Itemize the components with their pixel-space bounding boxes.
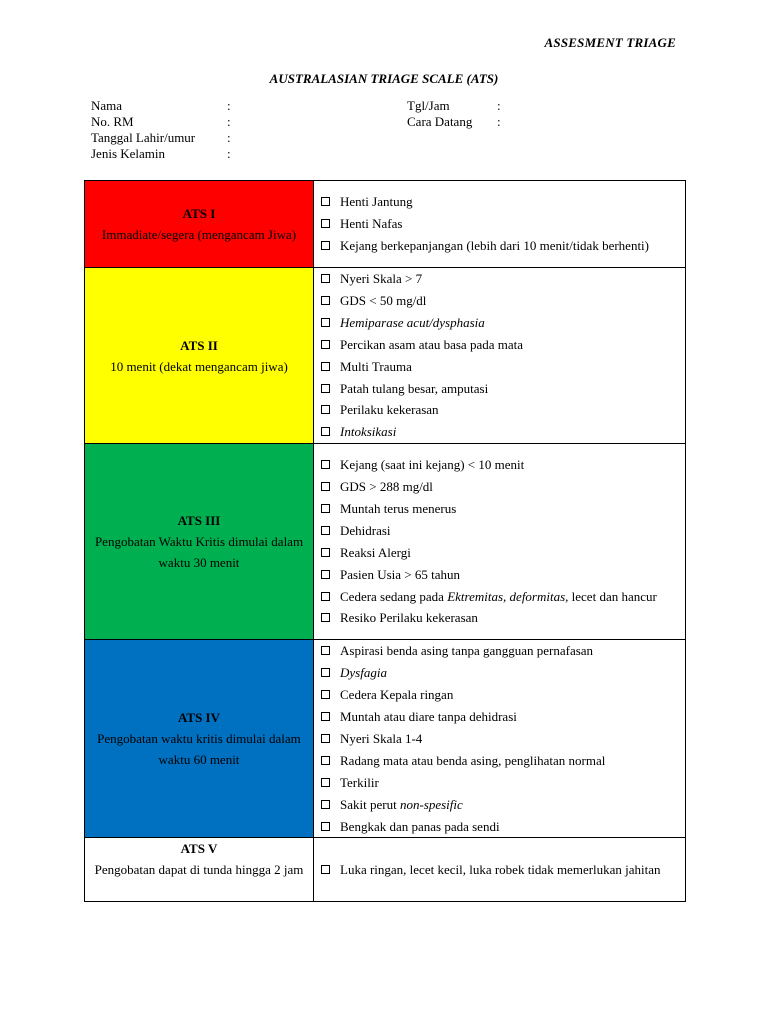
- criteria-text: Aspirasi benda asing tanpa gangguan pernafasan: [340, 643, 594, 659]
- criteria-text: Perilaku kekerasan: [340, 402, 439, 418]
- criteria-text: Dysfagia: [340, 665, 387, 681]
- criteria-text: Reaksi Alergi: [340, 544, 411, 560]
- criteria-text: Multi Trauma: [340, 358, 412, 374]
- criteria-text: Henti Jantung: [340, 194, 413, 210]
- criteria-list: [314, 268, 685, 443]
- ats-level-description: Pengobatan Waktu Kritis dimulai dalam waktu 30 menit: [94, 534, 304, 571]
- ats-criteria-cell: [314, 444, 686, 640]
- field-label: Nama: [91, 98, 123, 113]
- ats-row: [85, 268, 686, 444]
- document-title: ASSESMENT TRIAGE: [544, 35, 676, 50]
- ats-level-cell: [85, 444, 314, 640]
- ats-criteria-cell: [314, 268, 686, 444]
- field-colon: :: [497, 98, 501, 113]
- criteria-text: Luka ringan, lecet kecil, luka robek tidak memerlukan jahitan: [340, 861, 661, 877]
- criteria-item[interactable]: [314, 640, 685, 662]
- ats-row: [85, 640, 686, 838]
- field-no-rm: [91, 114, 231, 130]
- criteria-item[interactable]: [314, 684, 685, 706]
- checkbox-icon[interactable]: [321, 340, 330, 349]
- checkbox-icon[interactable]: [321, 668, 330, 677]
- ats-row: [85, 181, 686, 268]
- criteria-list: [314, 191, 685, 257]
- criteria-item[interactable]: [314, 235, 685, 257]
- criteria-list: [314, 859, 685, 881]
- criteria-item[interactable]: [314, 191, 685, 213]
- criteria-text: Resiko Perilaku kekerasan: [340, 610, 478, 626]
- criteria-text: Nyeri Skala 1-4: [340, 730, 423, 746]
- checkbox-icon[interactable]: [321, 526, 330, 535]
- criteria-text: GDS < 50 mg/dl: [340, 292, 427, 308]
- criteria-item[interactable]: [314, 334, 685, 356]
- field-tgl-jam: [407, 98, 501, 114]
- checkbox-icon[interactable]: [321, 734, 330, 743]
- checkbox-icon[interactable]: [321, 570, 330, 579]
- field-colon: :: [227, 114, 231, 129]
- ats-level-name: ATS I: [182, 206, 216, 221]
- checkbox-icon[interactable]: [321, 800, 330, 809]
- criteria-item[interactable]: [314, 290, 685, 312]
- field-label: No. RM: [91, 114, 134, 129]
- criteria-item[interactable]: [314, 706, 685, 728]
- criteria-item[interactable]: [314, 268, 685, 290]
- checkbox-icon[interactable]: [321, 865, 330, 874]
- criteria-item[interactable]: [314, 421, 685, 443]
- checkbox-icon[interactable]: [321, 460, 330, 469]
- ats-level-name: ATS III: [177, 513, 221, 529]
- checkbox-icon[interactable]: [321, 482, 330, 491]
- checkbox-icon[interactable]: [321, 296, 330, 305]
- checkbox-icon[interactable]: [321, 219, 330, 228]
- checkbox-icon[interactable]: [321, 241, 330, 250]
- criteria-text: GDS > 288 mg/dl: [340, 479, 433, 495]
- ats-level-description: Immadiate/segera (mengancam Jiwa): [101, 227, 297, 242]
- checkbox-icon[interactable]: [321, 405, 330, 414]
- criteria-item[interactable]: [314, 356, 685, 378]
- ats-row: [85, 838, 686, 902]
- checkbox-icon[interactable]: [321, 646, 330, 655]
- checkbox-icon[interactable]: [321, 548, 330, 557]
- field-nama: [91, 98, 231, 114]
- criteria-text: Muntah atau diare tanpa dehidrasi: [340, 708, 517, 724]
- criteria-item[interactable]: [314, 750, 685, 772]
- ats-level-cell: [85, 838, 314, 902]
- checkbox-icon[interactable]: [321, 712, 330, 721]
- criteria-item[interactable]: [314, 520, 685, 542]
- criteria-list: [314, 454, 685, 629]
- criteria-item[interactable]: [314, 859, 685, 881]
- checkbox-icon[interactable]: [321, 197, 330, 206]
- criteria-item[interactable]: [314, 542, 685, 564]
- checkbox-icon[interactable]: [321, 504, 330, 513]
- ats-criteria-cell: [314, 640, 686, 838]
- ats-level-description: Pengobatan dapat di tunda hingga 2 jam: [94, 862, 304, 878]
- criteria-item[interactable]: [314, 498, 685, 520]
- criteria-text: Bengkak dan panas pada sendi: [340, 818, 500, 834]
- criteria-text: Radang mata atau benda asing, penglihatan normal: [340, 752, 606, 768]
- criteria-text: Sakit perut: [340, 796, 400, 812]
- checkbox-icon[interactable]: [321, 756, 330, 765]
- criteria-item[interactable]: [314, 728, 685, 750]
- criteria-text: Pasien Usia > 65 tahun: [340, 566, 460, 582]
- checkbox-icon[interactable]: [321, 690, 330, 699]
- criteria-text: Kejang (saat ini kejang) < 10 menit: [340, 457, 525, 473]
- ats-level-name: ATS IV: [177, 710, 221, 726]
- checkbox-icon[interactable]: [321, 384, 330, 393]
- criteria-item[interactable]: [314, 564, 685, 586]
- field-tanggal-lahir: [91, 130, 231, 146]
- ats-level-name: ATS V: [180, 841, 218, 857]
- checkbox-icon[interactable]: [321, 274, 330, 283]
- criteria-text: Kejang berkepanjangan (lebih dari 10 menit/tidak berhenti): [340, 237, 649, 253]
- criteria-item[interactable]: [314, 312, 685, 334]
- field-jenis-kelamin: [91, 146, 231, 162]
- ats-level-cell: [85, 268, 314, 444]
- criteria-item[interactable]: [314, 399, 685, 421]
- criteria-item[interactable]: [314, 662, 685, 684]
- ats-criteria-cell: [314, 181, 686, 268]
- ats-row: [85, 444, 686, 640]
- criteria-text: Terkilir: [340, 774, 379, 790]
- criteria-text: Henti Nafas: [340, 216, 403, 232]
- scale-title: AUSTRALASIAN TRIAGE SCALE (ATS): [269, 71, 499, 86]
- field-colon: :: [497, 114, 501, 129]
- criteria-text: Hemiparase acut/dysphasia: [340, 314, 485, 330]
- criteria-item[interactable]: [314, 378, 685, 400]
- checkbox-icon[interactable]: [321, 362, 330, 371]
- criteria-text: , lecet dan hancur: [565, 588, 657, 604]
- ats-criteria-cell: [314, 838, 686, 902]
- ats-table: [84, 180, 686, 902]
- criteria-item[interactable]: [314, 454, 685, 476]
- checkbox-icon[interactable]: [321, 318, 330, 327]
- ats-level-cell: [85, 181, 314, 268]
- criteria-text: Muntah terus menerus: [340, 500, 457, 516]
- checkbox-icon[interactable]: [321, 427, 330, 436]
- checkbox-icon[interactable]: [321, 592, 330, 601]
- criteria-text: Patah tulang besar, amputasi: [340, 380, 489, 396]
- criteria-item[interactable]: [314, 794, 685, 816]
- field-colon: :: [227, 98, 231, 113]
- criteria-item[interactable]: [314, 607, 685, 629]
- criteria-text: non-spesific: [399, 796, 463, 812]
- criteria-item[interactable]: [314, 772, 685, 794]
- ats-level-cell: [85, 640, 314, 838]
- criteria-text: Intoksikasi: [340, 424, 397, 440]
- field-label: Cara Datang: [407, 114, 473, 129]
- criteria-text: Cedera Kepala ringan: [340, 687, 454, 703]
- checkbox-icon[interactable]: [321, 778, 330, 787]
- field-label: Jenis Kelamin: [91, 146, 166, 161]
- checkbox-icon[interactable]: [321, 822, 330, 831]
- criteria-item[interactable]: [314, 476, 685, 498]
- criteria-text: Percikan asam atau basa pada mata: [340, 336, 523, 352]
- criteria-item[interactable]: [314, 213, 685, 235]
- field-cara-datang: [407, 114, 501, 130]
- ats-level-description: 10 menit (dekat mengancam jiwa): [110, 358, 288, 374]
- ats-level-name: ATS II: [180, 337, 218, 353]
- ats-level-description: Pengobatan waktu kritis dimulai dalam waktu 60 menit: [97, 731, 301, 768]
- criteria-item[interactable]: [314, 586, 685, 608]
- field-label: Tanggal Lahir/umur: [91, 130, 196, 145]
- field-label: Tgl/Jam: [407, 98, 450, 113]
- criteria-text: Dehidrasi: [340, 522, 391, 538]
- field-colon: :: [227, 130, 231, 145]
- criteria-item[interactable]: [314, 816, 685, 838]
- criteria-text: Ektremitas, deformitas: [447, 588, 566, 604]
- criteria-text: Nyeri Skala > 7: [340, 271, 423, 286]
- field-colon: :: [227, 146, 231, 161]
- criteria-list: [314, 640, 685, 837]
- criteria-text: Cedera sedang pada: [340, 588, 448, 604]
- checkbox-icon[interactable]: [321, 613, 330, 622]
